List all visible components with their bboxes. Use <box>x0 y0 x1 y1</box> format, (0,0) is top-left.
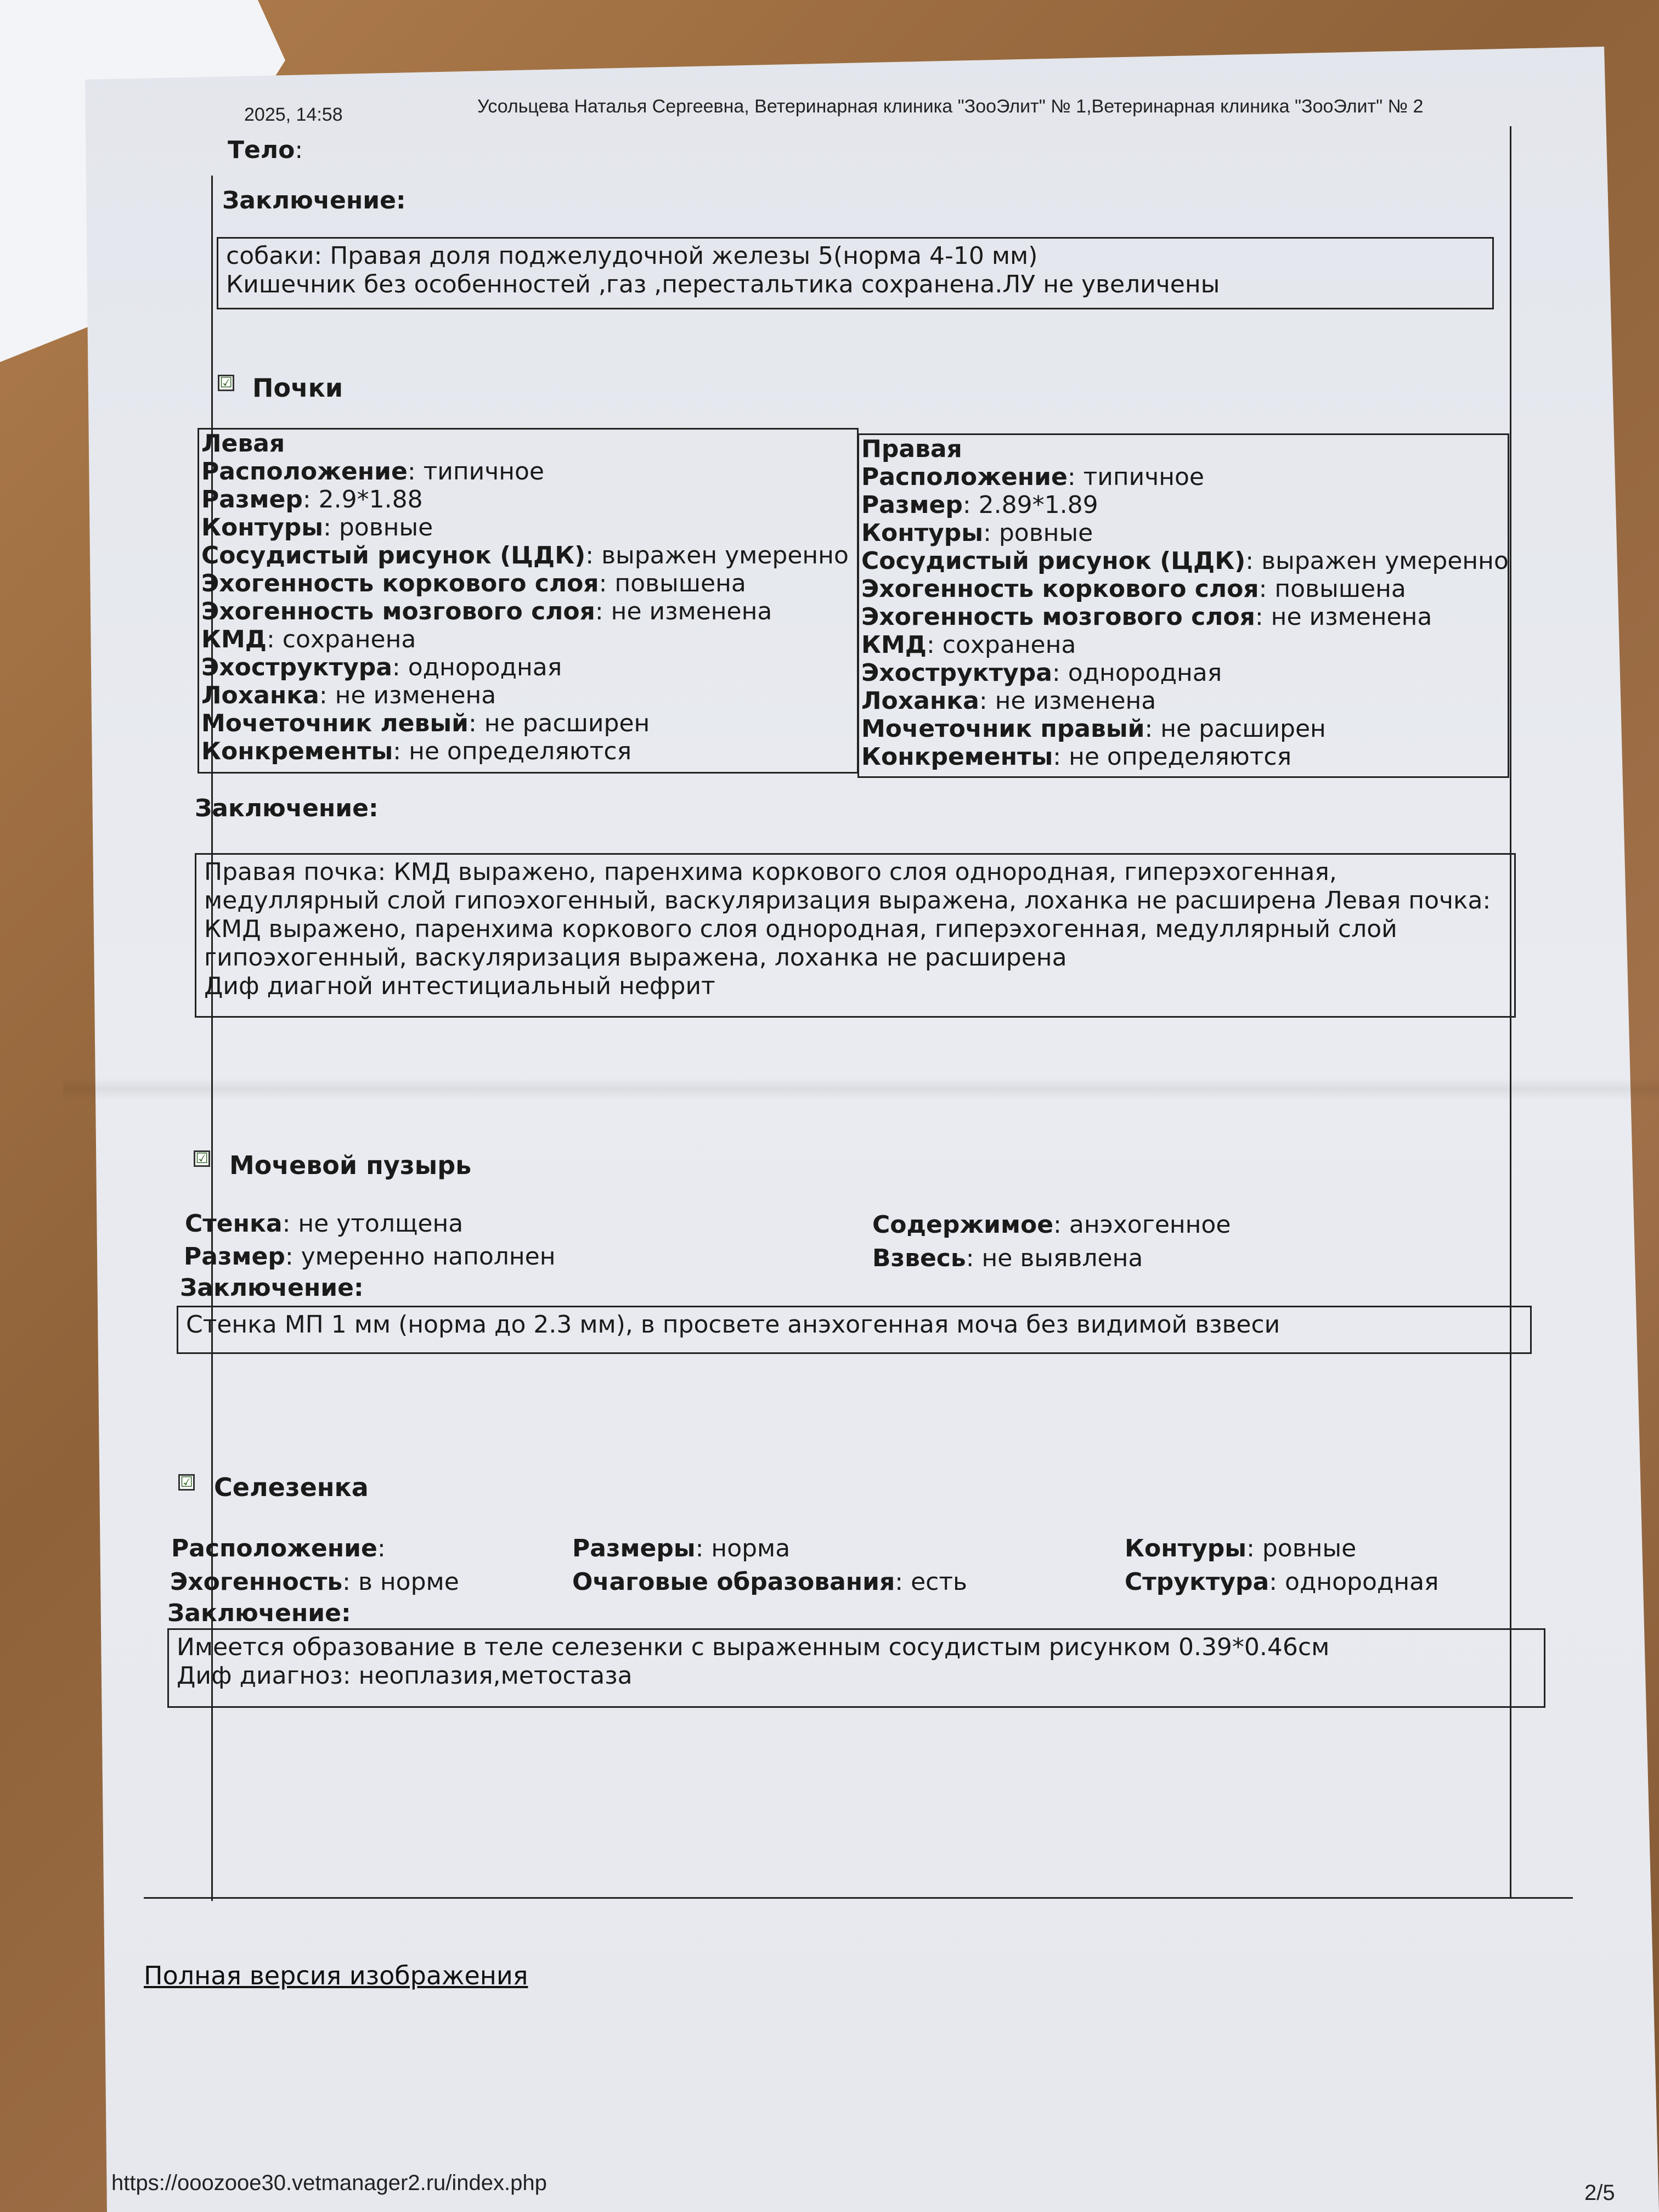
table-row: Конкременты: не определяются <box>861 743 1292 771</box>
page-fold <box>63 1078 1659 1100</box>
table-row: Мочеточник правый: не расширен <box>861 715 1326 743</box>
footer-page-number: 2/5 <box>1584 2181 1615 2205</box>
kidneys-checkbox[interactable]: ☑ <box>218 375 234 391</box>
kidneys-section-title: Почки <box>252 373 343 403</box>
table-row: Лоханка: не изменена <box>201 681 496 709</box>
spleen-structure-row: Структура: однородная <box>1125 1568 1439 1596</box>
full-image-link[interactable]: Полная версия изображения <box>144 1961 528 1990</box>
spleen-size-row: Размеры: норма <box>572 1534 791 1562</box>
pancreas-conclusion-line: собаки: Правая доля поджелудочной железы 5(норма 4-10 мм) <box>226 242 1038 270</box>
pancreas-conclusion-box <box>217 237 1494 309</box>
kidneys-conclusion-line: медуллярный слой гипоэхогенный, васкуляризация выражена, лоханка не расширена Левая почка: <box>204 887 1491 915</box>
spleen-focal-row: Очаговые образования: есть <box>572 1568 967 1596</box>
kidneys-conclusion-box <box>195 853 1516 1018</box>
table-row: Конкременты: не определяются <box>201 737 632 765</box>
content-frame-bottom <box>144 1897 1573 1899</box>
bladder-size-row: Размер: умеренно наполнен <box>184 1243 556 1271</box>
pancreas-conclusion-line: Кишечник без особенностей ,газ ,перестальтика сохранена.ЛУ не увеличены <box>226 270 1220 298</box>
spleen-echogenicity-row: Эхогенность: в норме <box>170 1568 459 1596</box>
bladder-suspension-row: Взвесь: не выявлена <box>872 1244 1143 1272</box>
table-row: Эхогенность мозгового слоя: не изменена <box>861 603 1432 631</box>
bladder-conclusion-text: Стенка МП 1 мм (норма до 2.3 мм), в просвете анэхогенная моча без видимой взвеси <box>186 1311 1280 1339</box>
footer-url: https://ooozooe30.vetmanager2.ru/index.php <box>111 2171 547 2195</box>
table-row: Эхогенность мозгового слоя: не изменена <box>201 597 772 625</box>
left-kidney-table <box>198 428 859 774</box>
pancreas-body-colon: : <box>295 136 303 164</box>
table-row: Эхоструктура: однородная <box>201 653 562 681</box>
right-kidney-heading: Правая <box>861 435 962 463</box>
bladder-section-title: Мочевой пузырь <box>229 1150 472 1180</box>
table-row: Эхогенность коркового слоя: повышена <box>861 575 1406 603</box>
kidneys-conclusion-line: КМД выражено, паренхима коркового слоя однородная, гиперэхогенная, медуллярный слой <box>204 915 1397 943</box>
bladder-wall-row: Стенка: не утолщена <box>185 1210 464 1238</box>
bladder-content-row: Содержимое: анэхогенное <box>872 1211 1231 1239</box>
spleen-conclusion-box <box>167 1628 1545 1708</box>
table-row: Сосудистый рисунок (ЦДК): выражен умеренно <box>861 547 1509 575</box>
spleen-conclusion-line: Имеется образование в теле селезенки с выраженным сосудистым рисунком 0.39*0.46см <box>177 1633 1330 1661</box>
pancreas-body-row <box>228 136 303 165</box>
pancreas-body-label: Тело <box>228 136 295 164</box>
table-row: КМД: сохранена <box>861 631 1076 659</box>
left-kidney-heading: Левая <box>201 430 285 458</box>
kidneys-conclusion-line: Диф диагной интестициальный нефрит <box>204 972 715 1000</box>
bladder-conclusion-box <box>177 1306 1532 1354</box>
right-kidney-table <box>857 433 1509 778</box>
print-datetime: 2025, 14:58 <box>244 104 343 125</box>
table-row: Эхогенность коркового слоя: повышена <box>201 569 746 597</box>
print-header-doctor: Усольцева Наталья Сергеевна, Ветеринарная клиника "ЗооЭлит" № 1,Ветеринарная клиника "ЗооЭлит" № 2 <box>477 96 1424 117</box>
table-row: Эхоструктура: однородная <box>861 659 1222 687</box>
table-row: Расположение: типичное <box>861 463 1204 491</box>
table-row: Контуры: ровные <box>201 514 433 541</box>
bladder-conclusion-label: Заключение: <box>180 1274 364 1302</box>
table-row: Лоханка: не изменена <box>861 687 1156 715</box>
bladder-checkbox[interactable]: ☑ <box>194 1150 210 1167</box>
table-row: Сосудистый рисунок (ЦДК): выражен умеренно <box>201 541 849 569</box>
table-row: Контуры: ровные <box>861 519 1093 547</box>
spleen-location-row: Расположение: <box>171 1534 386 1562</box>
kidneys-conclusion-line: Правая почка: КМД выражено, паренхима коркового слоя однородная, гиперэхогенная, <box>204 858 1337 886</box>
printed-page <box>63 30 1659 2212</box>
kidneys-conclusion-line: гипоэхогенный, васкуляризация выражена, лоханка не расширена <box>204 944 1067 972</box>
spleen-section-title: Селезенка <box>214 1472 369 1502</box>
spleen-conclusion-line: Диф диагноз: неоплазия,метостаза <box>177 1662 633 1690</box>
table-row: Мочеточник левый: не расширен <box>201 709 650 737</box>
spleen-checkbox[interactable]: ☑ <box>178 1474 195 1491</box>
table-row: Размер: 2.9*1.88 <box>201 486 423 514</box>
spleen-conclusion-label: Заключение: <box>167 1599 351 1627</box>
table-row: Расположение: типичное <box>201 458 544 486</box>
table-row: Размер: 2.89*1.89 <box>861 491 1098 519</box>
table-row: КМД: сохранена <box>201 625 416 653</box>
pancreas-conclusion-label: Заключение: <box>222 187 406 215</box>
spleen-contours-row: Контуры: ровные <box>1125 1534 1357 1562</box>
kidneys-conclusion-label: Заключение: <box>195 794 379 822</box>
